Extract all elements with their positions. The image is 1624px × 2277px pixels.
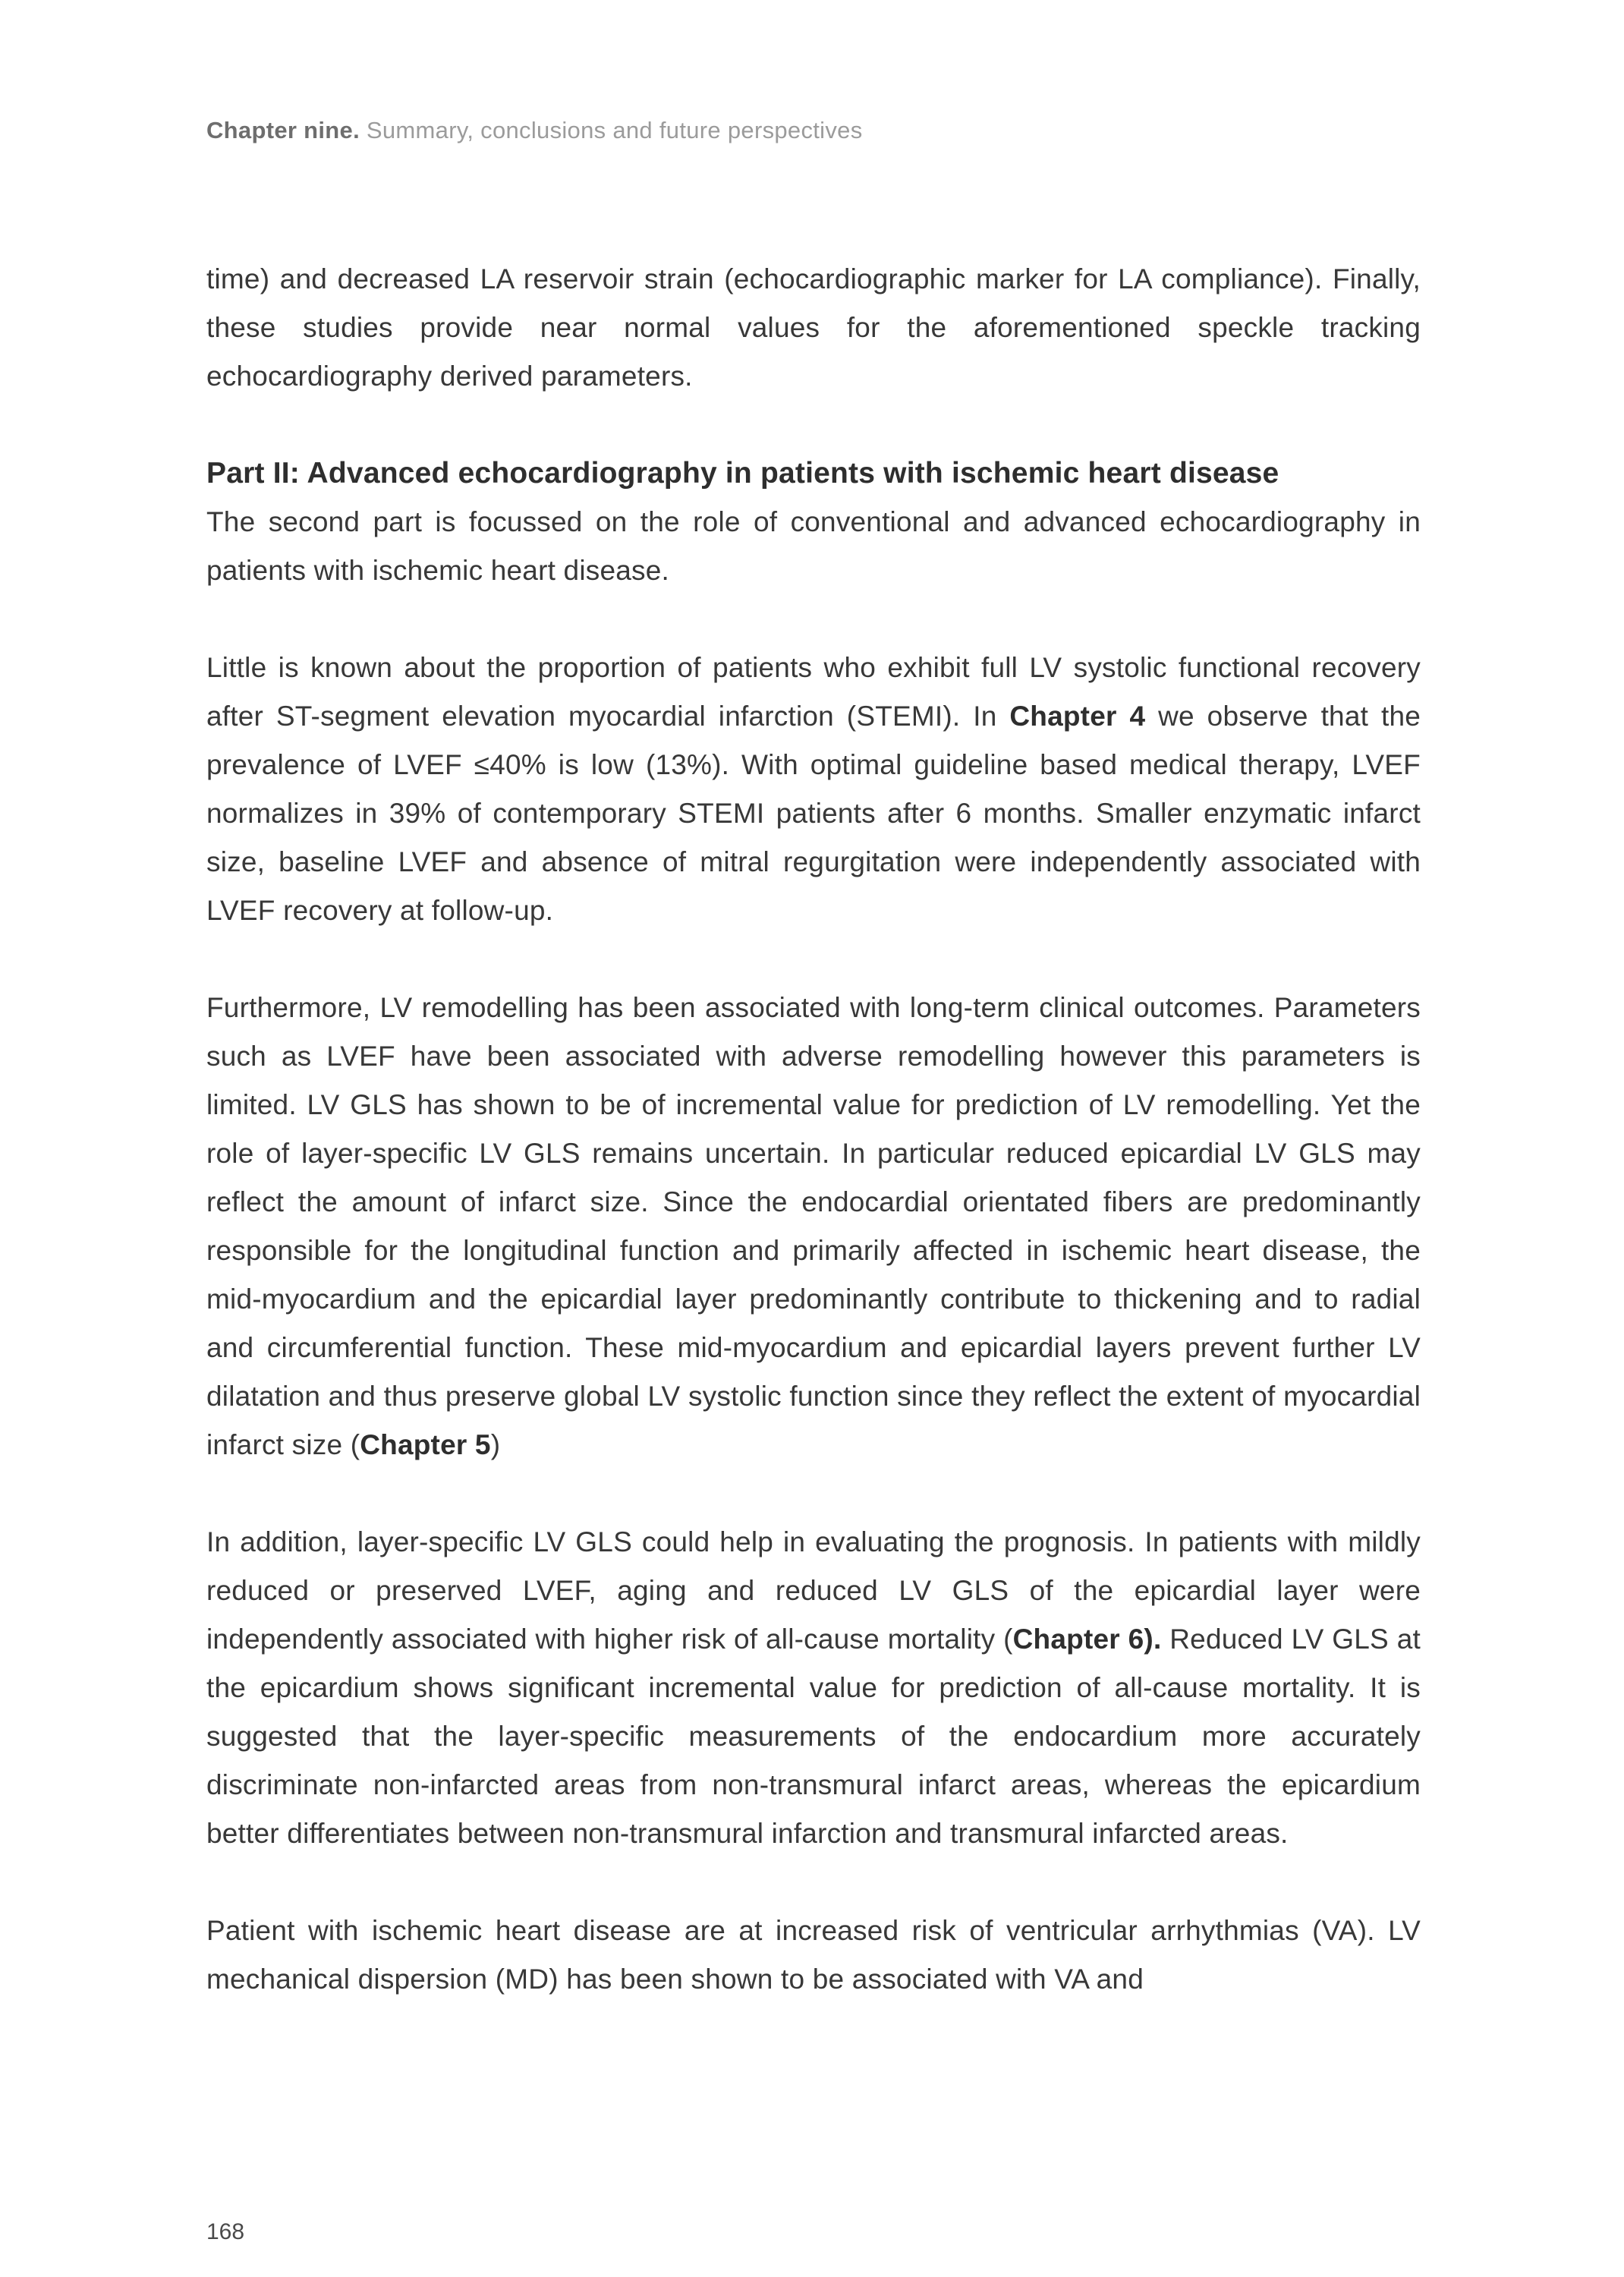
chapter-title: Summary, conclusions and future perspectives — [366, 117, 863, 143]
text-run: we observe that the prevalence of LVEF ≤40% is low (13%). With optimal guideline based medical therapy, LVEF normalizes in 39% of contemporary STEMI patients after 6 months. Smaller enzymatic infarct size, baseline LVEF and absence of mitral regurgitation were independently associated with LVEF recovery at follow-up. — [206, 701, 1421, 926]
page-footer — [206, 2219, 244, 2245]
text-run: Little is known about the proportion of patients who exhibit full LV systolic functional recovery after ST-segment elevation myocardial infarction (STEMI). In — [206, 652, 1421, 732]
running-header — [206, 115, 1421, 146]
section-heading-part2: Part II: Advanced echocardiography in patients with ischemic heart disease — [206, 457, 1279, 490]
text-run: ) — [490, 1429, 501, 1460]
text-run: In addition, layer-specific LV GLS could help in evaluating the prognosis. In patients with mildly reduced or preserved LVEF, aging and reduced LV GLS of the epicardial layer were independently associated with higher risk of all-cause mortality ( — [206, 1526, 1421, 1655]
chapter-4-reference: Chapter 4 — [1009, 701, 1146, 732]
page-number: 168 — [206, 2219, 245, 2244]
paragraph-5 — [206, 1518, 1421, 1858]
paragraph-1: time) and decreased LA reservoir strain (echocardiographic marker for LA compliance). Finally, these studies provide near normal values for the aforementioned speckle tracking echocardiography derived parameters. — [206, 263, 1421, 392]
page-body — [206, 255, 1421, 2004]
chapter-label: Chapter nine. — [206, 117, 360, 143]
text-run: Reduced LV GLS at the epicardium shows significant incremental value for prediction of all-cause mortality. It is suggested that the layer-specific measurements of the endocardium more accurately discriminate non-infarcted areas from non-transmural infarct areas, whereas the epicardium better differentiates between non-transmural infarction and transmural infarcted areas. — [206, 1624, 1421, 1849]
paragraph-3 — [206, 644, 1421, 935]
text-run: Furthermore, LV remodelling has been associated with long-term clinical outcomes. Parameters such as LVEF have been associated with adverse remodelling however this parameters is limited. LV GLS has shown to be of incremental value for prediction of LV remodelling. Yet the role of layer-specific LV GLS remains uncertain. In particular reduced epicardial LV GLS may reflect the amount of infarct size. Since the endocardial orientated fibers are predominantly responsible for the longitudinal function and primarily affected in ischemic heart disease, the mid-myocardium and the epicardial layer predominantly contribute to thickening and to radial and circumferential function. These mid-myocardium and epicardial layers prevent further LV dilatation and thus preserve global LV systolic function since they reflect the extent of myocardial infarct size ( — [206, 992, 1421, 1460]
paragraph-4 — [206, 984, 1421, 1469]
chapter-6-reference: Chapter 6). — [1012, 1624, 1162, 1655]
paragraph-6: Patient with ischemic heart disease are at increased risk of ventricular arrhythmias (VA). LV mechanical dispersion (MD) has been shown to be associated with VA and — [206, 1915, 1421, 1995]
paragraph-2: The second part is focussed on the role of conventional and advanced echocardiography in patients with ischemic heart disease. — [206, 506, 1421, 586]
chapter-5-reference: Chapter 5 — [360, 1429, 491, 1460]
